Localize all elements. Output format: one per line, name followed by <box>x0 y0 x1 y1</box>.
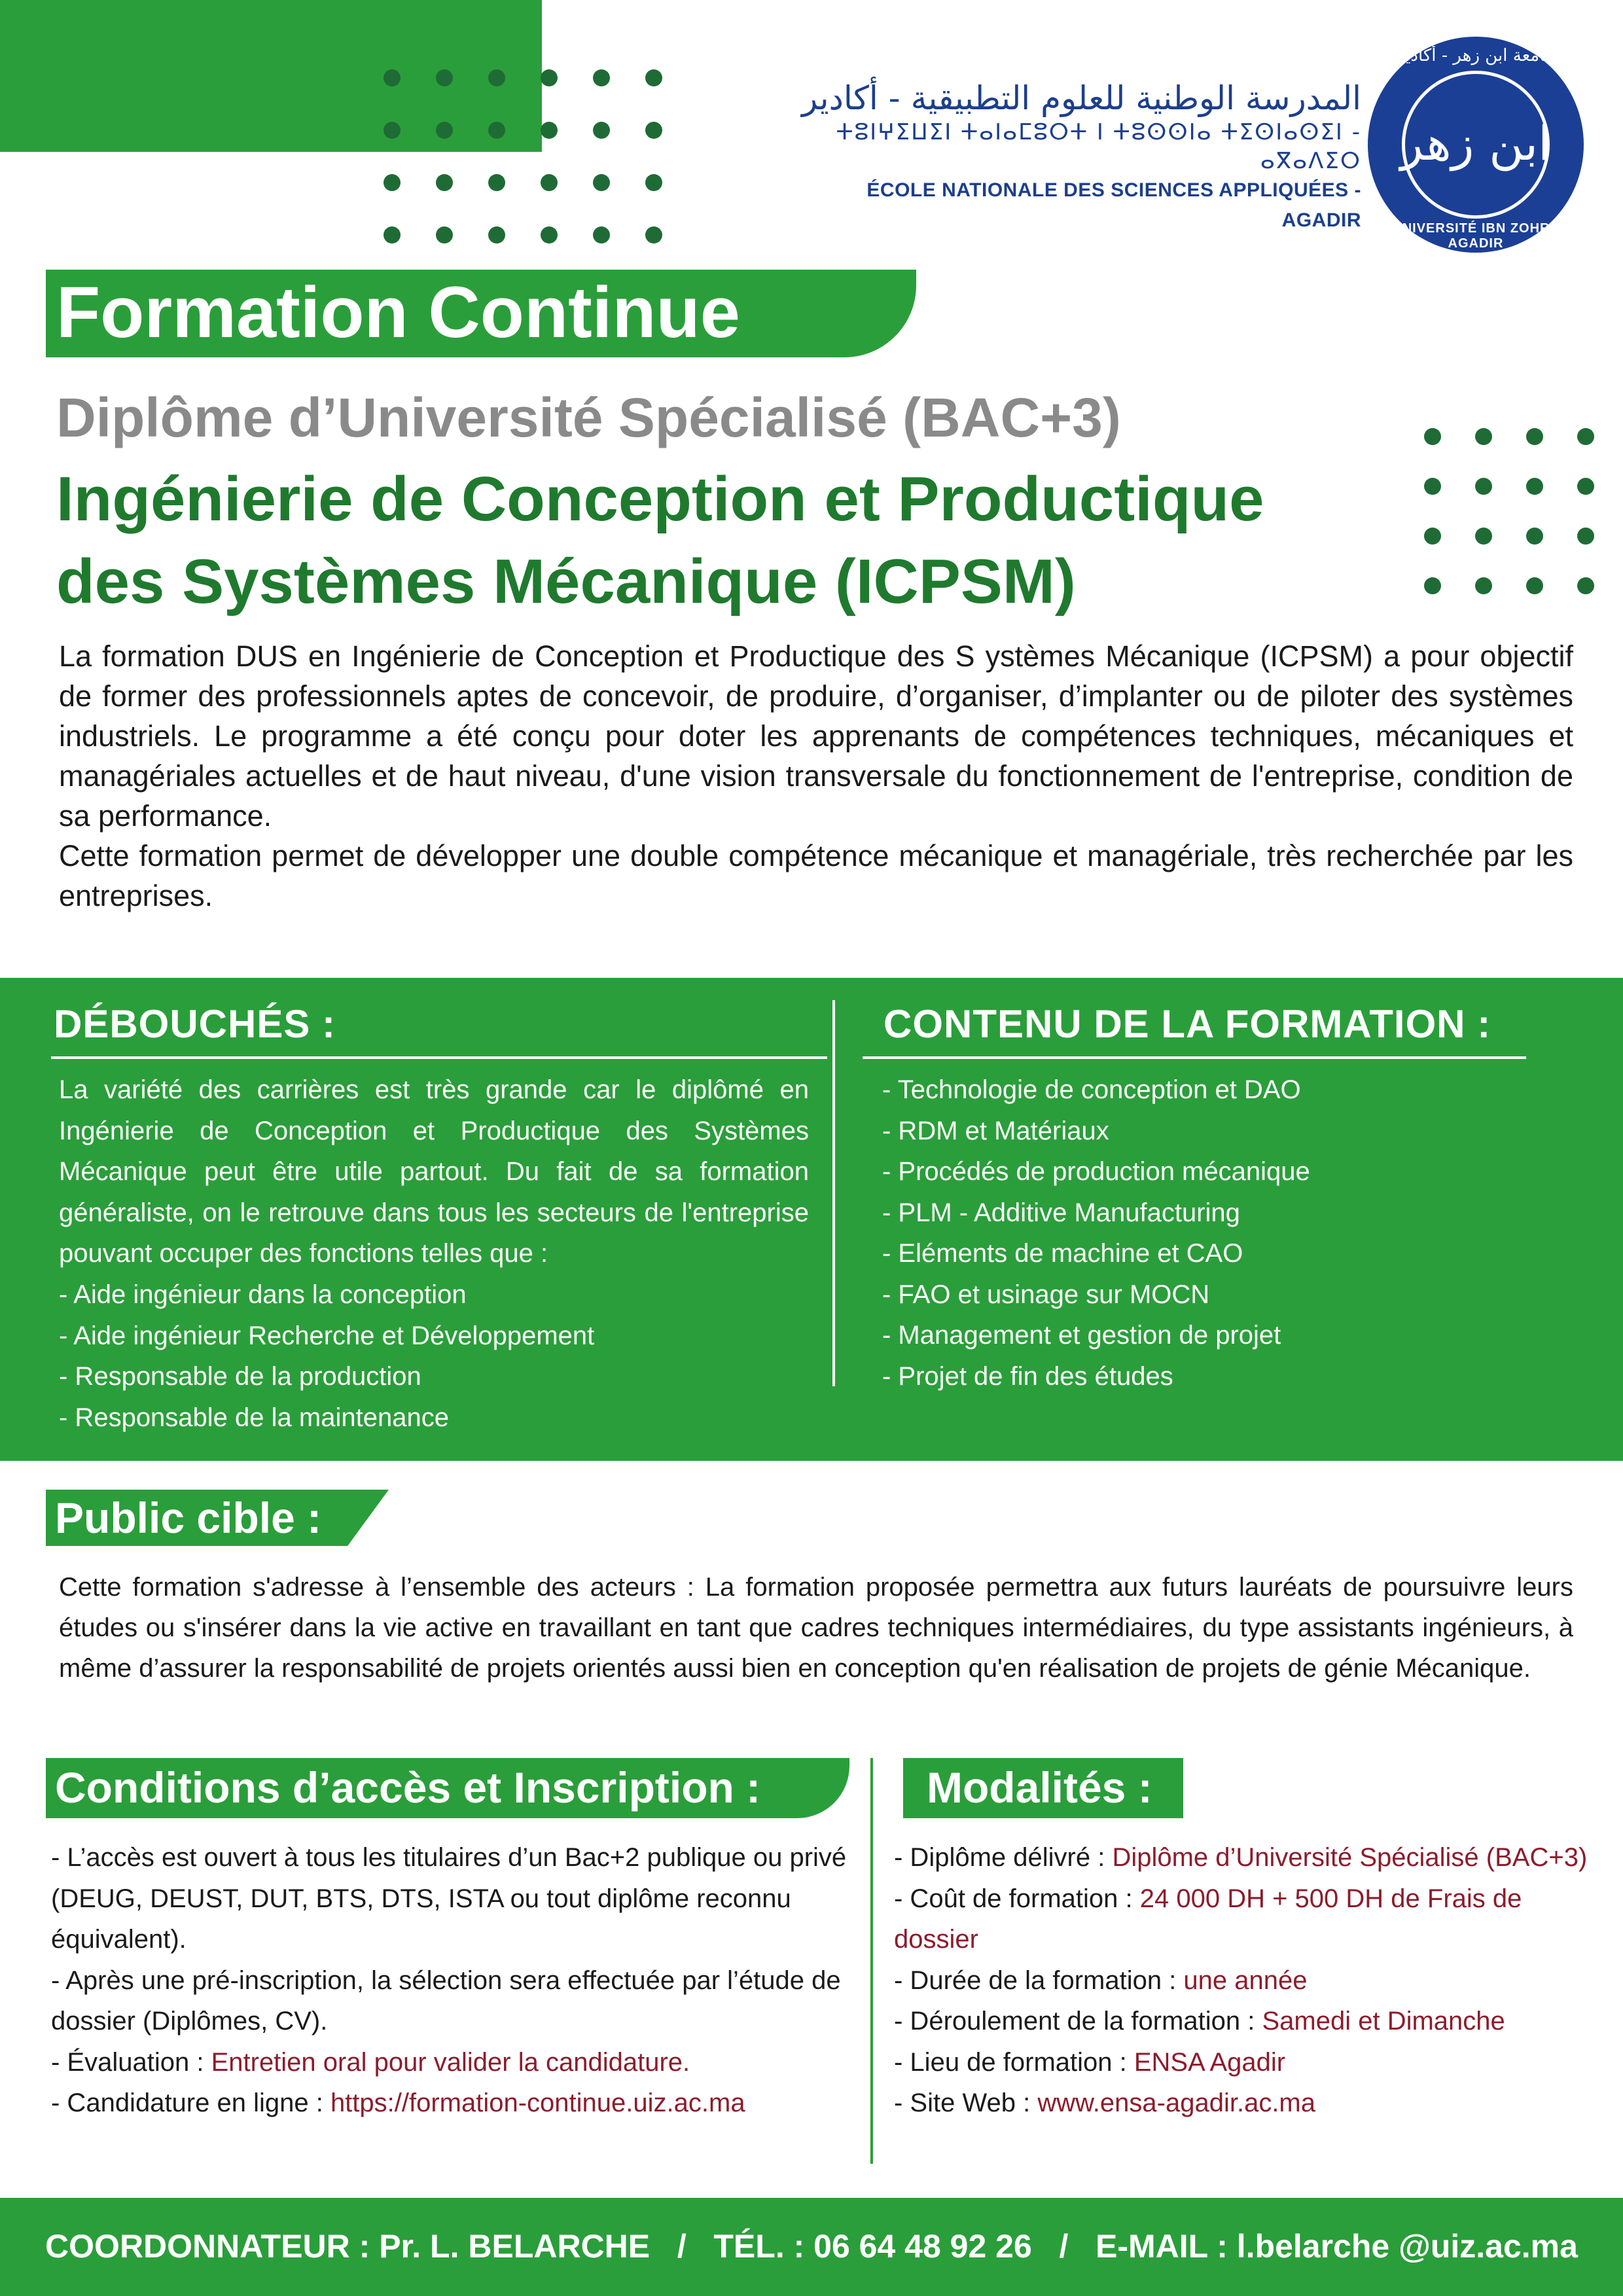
schedule-value: Samedi et Dimanche <box>1262 2007 1505 2036</box>
section-divider <box>870 1758 873 2164</box>
location-value: ENSA Agadir <box>1133 2047 1286 2077</box>
conditions-heading: Conditions d’accès et Inscription : <box>55 1763 761 1812</box>
modalite-label: - Lieu de formation : <box>894 2047 1134 2077</box>
list-item <box>51 1837 863 1960</box>
modalites-list <box>894 1837 1588 2124</box>
modalite-label: - Diplôme délivré : <box>894 1843 1113 1872</box>
website-link[interactable]: www.ensa-agadir.ac.ma <box>1037 2089 1315 2117</box>
list-item: - Aide ingénieur dans la conception <box>59 1280 467 1309</box>
list-item <box>894 1878 1588 1960</box>
dot-decoration <box>593 174 610 191</box>
school-name-arabic: المدرسة الوطنية للعلوم التطبيقية - أكادير <box>802 79 1361 117</box>
dot-decoration <box>593 226 610 243</box>
dot-decoration <box>541 122 558 139</box>
list-item: - RDM et Matériaux <box>882 1116 1109 1145</box>
dot-decoration <box>1577 577 1594 594</box>
list-item <box>51 2083 863 2124</box>
debouches-list <box>59 1274 594 1438</box>
public-cible-heading: Public cible : <box>55 1494 322 1542</box>
modalite-label: - Site Web : <box>894 2089 1038 2117</box>
debouches-rule <box>51 1056 827 1059</box>
list-item: - Aide ingénieur Recherche et Développement <box>59 1321 595 1350</box>
list-item <box>894 1837 1588 1878</box>
dot-decoration <box>1526 528 1543 545</box>
contenu-rule <box>863 1056 1526 1059</box>
dot-decoration <box>645 122 662 139</box>
dot-decoration <box>436 226 453 243</box>
dot-decoration <box>593 69 610 86</box>
dot-decoration <box>488 174 505 191</box>
application-link[interactable]: https://formation-continue.uiz.ac.ma <box>330 2089 745 2117</box>
dot-decoration <box>1577 528 1594 545</box>
dot-decoration <box>1424 478 1441 495</box>
list-item: - Projet de fin des études <box>882 1361 1173 1391</box>
dot-decoration <box>383 69 401 86</box>
dot-decoration <box>488 122 505 139</box>
dot-decoration <box>541 69 558 86</box>
intro-paragraph-2: Cette formation permet de développer une double compétence mécanique et managériale, très recherchée par les entreprises. <box>59 839 1573 912</box>
seal-arabic-arc: جامعة ابن زهر - أكادير <box>1396 46 1556 65</box>
modalite-label: - Durée de la formation : <box>894 1965 1184 1995</box>
school-name-french: ÉCOLE NATIONALE DES SCIENCES APPLIQUÉES - AGADIR <box>866 179 1361 231</box>
dot-decoration <box>1424 428 1441 445</box>
seal-french-arc: UNIVERSITÉ IBN ZOHR - AGADIR <box>1392 221 1560 251</box>
list-item: - Eléments de machine et CAO <box>882 1239 1243 1268</box>
list-item: - PLM - Additive Manufacturing <box>882 1198 1240 1227</box>
dot-decoration <box>1577 478 1594 495</box>
dot-decoration <box>1475 428 1492 445</box>
list-item: - Responsable de la production <box>59 1362 421 1391</box>
intro-paragraph-1: La formation DUS en Ingénierie de Conception et Productique des S ystèmes Mécanique (ICPSM) a pour objectif de former des professionnels aptes de concevoir, de produire, d’organiser, d’implanter ou de piloter des systèmes industriels. Le programme a été conçu pour doter les apprenants de compétences techniques, mécaniques et managériales actuelles et de haut niveau, d'une vision transversale du fonctionnement de l'entreprise, condition de sa performance. <box>59 639 1573 833</box>
diploma-value: Diplôme d’Université Spécialisé (BAC+3) <box>1112 1843 1588 1872</box>
conditions-list <box>51 1837 863 2124</box>
program-title-line2: des Systèmes Mécanique (ICPSM) <box>56 547 1076 617</box>
dot-decoration <box>645 174 662 191</box>
band-divider <box>832 1000 835 1386</box>
dot-decoration <box>383 174 401 191</box>
list-item: - Responsable de la maintenance <box>59 1403 449 1432</box>
dot-decoration <box>488 69 505 86</box>
dot-pattern-top <box>383 69 662 243</box>
dot-decoration <box>541 174 558 191</box>
condition-label: - Après une pré-inscription, la sélection sera effectuée par l’étude de dossier (Diplômes, CV). <box>51 1965 841 2036</box>
dot-decoration <box>1526 577 1543 594</box>
dot-decoration <box>383 122 401 139</box>
program-title-line1: Ingénierie de Conception et Productique <box>56 464 1264 534</box>
modalite-label: - Déroulement de la formation : <box>894 2007 1262 2036</box>
debouches-heading: DÉBOUCHÉS : <box>54 1002 336 1046</box>
cost-value: 24 000 DH + 500 DH de Frais de dossier <box>894 1884 1522 1954</box>
dot-decoration <box>1475 528 1492 545</box>
condition-label: - L’accès est ouvert à tous les titulaires d’un Bac+2 publique ou privé (DEUG, DEUST, DUT, BTS, DTS, ISTA ou tout diplôme reconnu équivalent). <box>51 1843 847 1954</box>
list-item <box>51 2042 863 2083</box>
dot-decoration <box>1475 577 1492 594</box>
dot-decoration <box>1424 528 1441 545</box>
dot-decoration <box>436 174 453 191</box>
modalite-label: - Coût de formation : <box>894 1884 1140 1913</box>
footer-contact: COORDONNATEUR : Pr. L. BELARCHE / TÉL. : 06 64 48 92 26 / E-MAIL : l.belarche @uiz.ac.ma <box>45 2228 1578 2265</box>
seal-calligraphy: ابن زهر <box>1400 116 1552 171</box>
list-item <box>894 1960 1588 2001</box>
school-name-block <box>785 79 1361 236</box>
page-title: Formation Continue <box>56 272 740 353</box>
list-item: - FAO et usinage sur MOCN <box>882 1280 1210 1309</box>
contenu-list <box>882 1069 1310 1397</box>
dot-decoration <box>1577 428 1594 445</box>
dot-decoration <box>436 69 453 86</box>
diploma-subtitle: Diplôme d’Université Spécialisé (BAC+3) <box>56 387 1121 448</box>
duration-value: une année <box>1183 1965 1308 1995</box>
list-item: - Procédés de production mécanique <box>882 1157 1310 1186</box>
list-item <box>51 1960 863 2042</box>
condition-label: - Évaluation : <box>51 2047 211 2077</box>
university-seal-logo <box>1368 37 1584 253</box>
evaluation-value: Entretien oral pour valider la candidature. <box>211 2047 690 2077</box>
dot-decoration <box>541 226 558 243</box>
dot-decoration <box>1424 577 1441 594</box>
intro-section <box>59 636 1573 916</box>
list-item <box>894 2083 1588 2124</box>
dot-decoration <box>488 226 505 243</box>
modalites-heading: Modalités : <box>927 1763 1152 1812</box>
dot-pattern-right <box>1424 428 1594 594</box>
school-name-tifinagh: ⵜⵓⵏⵖⵉⵡⵉⵏ ⵜⴰⵏⴰⵎⵓⵔⵜ ⵏ ⵜⵓⵙⵙⵏⴰ ⵜⵉⵙⵏⴰⵙⵉⵏ - ⴰⴳⴰⴷⵉⵔ <box>836 119 1361 174</box>
dot-decoration <box>1475 478 1492 495</box>
list-item <box>894 2001 1588 2042</box>
dot-decoration <box>593 122 610 139</box>
list-item: - Management et gestion de projet <box>882 1321 1281 1350</box>
debouches-text: La variété des carrières est très grande car le diplômé en Ingénierie de Conception et Productique des Systèmes Mécanique peut être utile partout. Du fait de sa formation généraliste, on le retrouve dans tous les secteurs de l'entreprise pouvant occuper des fonctions telles que : <box>59 1075 809 1268</box>
dot-decoration <box>645 226 662 243</box>
dot-decoration <box>436 122 453 139</box>
list-item: - Technologie de conception et DAO <box>882 1075 1301 1104</box>
dot-decoration <box>645 69 662 86</box>
list-item <box>894 2042 1588 2083</box>
contenu-heading: CONTENU DE LA FORMATION : <box>883 1002 1491 1046</box>
dot-decoration <box>1526 428 1543 445</box>
dot-decoration <box>383 226 401 243</box>
dot-decoration <box>1526 478 1543 495</box>
condition-label: - Candidature en ligne : <box>51 2089 330 2117</box>
public-cible-text: Cette formation s'adresse à l’ensemble des acteurs : La formation proposée permettra aux futurs lauréats de poursuivre leurs études ou s'insérer dans la vie active en travaillant en tant que cadres techniques intermédiaires, du type assistants ingénieurs, à même d’assurer la responsabilité de projets orientés aussi bien en conception qu'en réalisation de projets de génie Mécanique. <box>59 1573 1573 1683</box>
